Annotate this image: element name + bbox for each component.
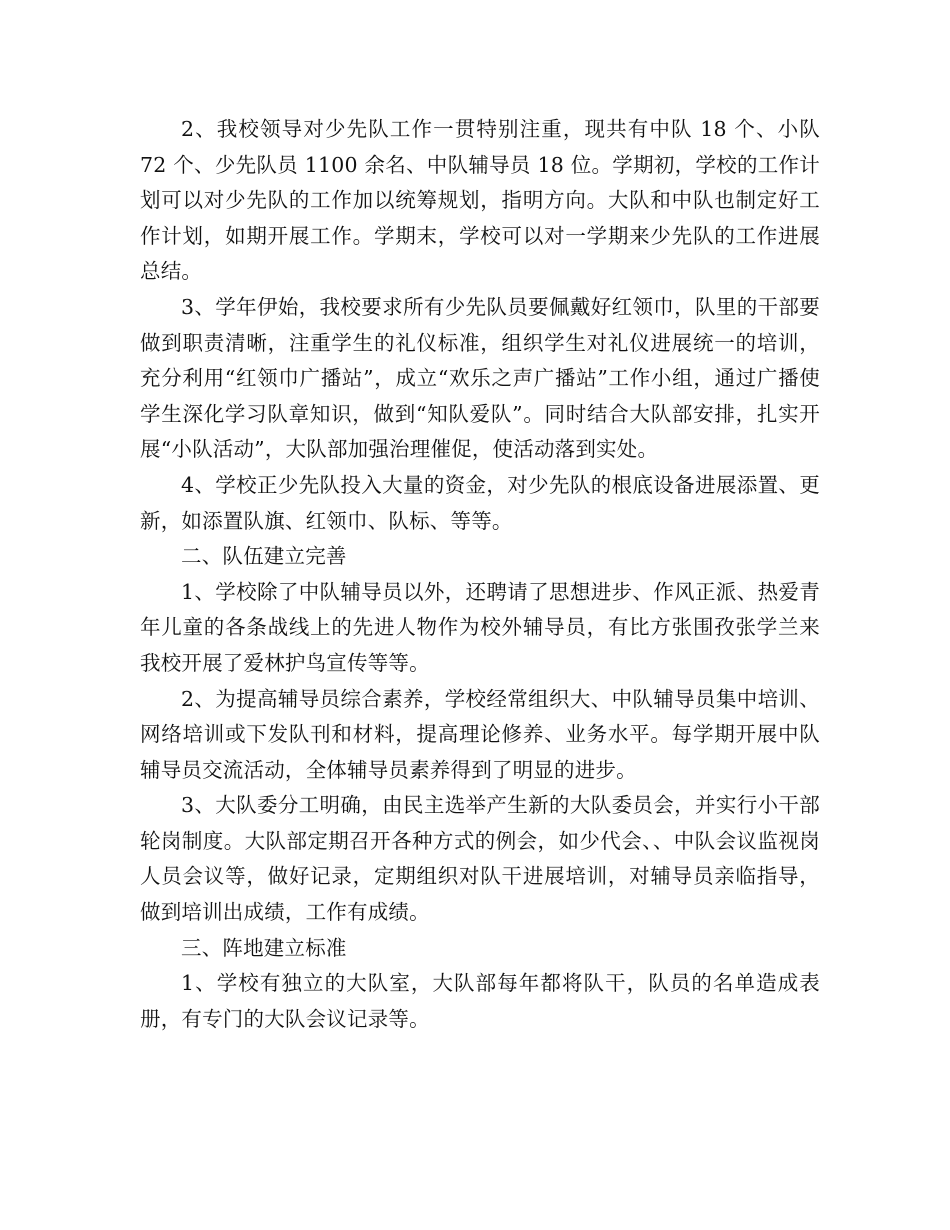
section-heading-facilities: 三、阵地建立标准 [181, 935, 347, 960]
document-page [140, 112, 820, 1037]
section-heading-team-building: 二、队伍建立完善 [181, 544, 347, 569]
paragraph-etiquette-training: 3、学年伊始，我校要求所有少先队员要佩戴好红领巾，队里的干部要做到职责清晰，注重学生的礼仪标准，组织学生对礼仪进展统一的培训，充分利用“红领巾广播站”，成立“欢乐之声广播站”工作小组，通过广播使学生深化学习队章知识，做到“知队爱队”。同时结合大队部安排，扎实开展“小队活动”，大队部加强治理催促，使活动落到实处。 [140, 294, 820, 462]
paragraph-brigade-room: 1、学校有独立的大队室，大队部每年都将队干，队员的名单造成表册，有专门的大队会议记录等。 [140, 971, 820, 1031]
paragraph-leadership: 2、我校领导对少先队工作一贯特别注重，现共有中队 18 个、小队 72 个、少先队员 1100 余名、中队辅导员 18 位。学期初，学校的工作计划可以对少先队的工作加以统筹规划，指明方向。大队和中队也制定好工作计划，如期开展工作。学期末，学校可以对一学期来少先队的工作进展总结。 [140, 117, 820, 284]
paragraph-counselor-training: 2、为提高辅导员综合素养，学校经常组织大、中队辅导员集中培训、网络培训或下发队刊和材料，提高理论修养、业务水平。每学期开展中队辅导员交流活动，全体辅导员素养得到了明显的进步。 [140, 686, 820, 782]
paragraph-funding: 4、学校正少先队投入大量的资金，对少先队的根底设备进展添置、更新，如添置队旗、红领巾、队标、等等。 [140, 472, 820, 533]
paragraph-brigade-committee: 3、大队委分工明确，由民主选举产生新的大队委员会，并实行小干部轮岗制度。大队部定期召开各种方式的例会，如少代会、、中队会议监视岗人员会议等，做好记录，定期组织对队干进展培训，对辅导员亲临指导，做到培训出成绩，工作有成绩。 [140, 793, 820, 925]
paragraph-external-counselors: 1、学校除了中队辅导员以外，还聘请了思想进步、作风正派、热爱青年儿童的各条战线上的先进人物作为校外辅导员，有比方张围孜张学兰来我校开展了爱林护鸟宣传等等。 [140, 579, 820, 675]
